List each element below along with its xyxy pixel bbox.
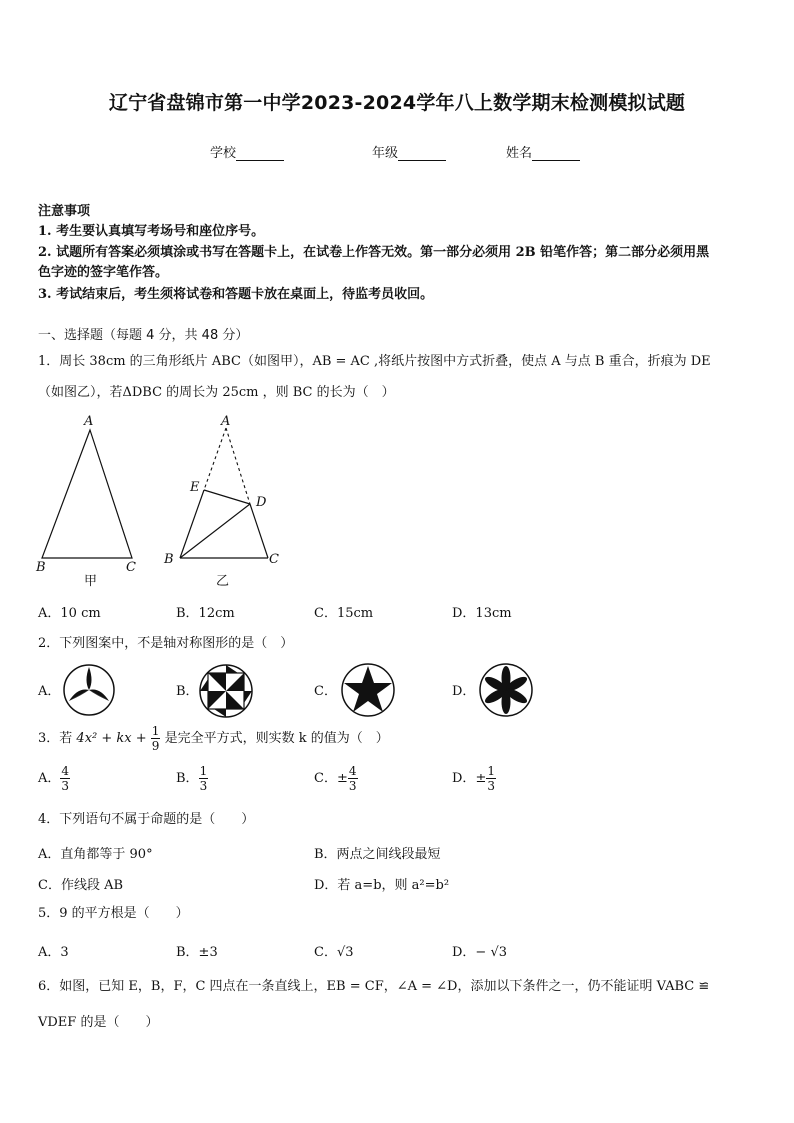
section-heading: 一、选择题（每题 4 分，共 48 分） [38,328,249,343]
name-blank [532,148,580,161]
fig1-label-b: B [36,560,46,575]
grade-blank [398,148,446,161]
q2-option-d-pattern[interactable] [478,662,534,718]
side-eb [180,490,204,558]
fig1-label-a: A [84,414,94,429]
page-title: 辽宁省盘锦市第一中学2023-2024学年八上数学期末检测模拟试题 [108,92,686,114]
q4-option-a[interactable]: A．直角都等于 90° [38,847,153,862]
q1-option-c[interactable]: C．15cm [314,606,374,621]
q2-option-a-pattern[interactable] [62,663,116,717]
grade-field [372,142,446,161]
q4-option-c[interactable]: C．作线段 AB [38,878,124,893]
q2-option-d-label[interactable]: D． [452,684,476,699]
q2-option-c-pattern[interactable] [340,662,396,718]
q5-option-b[interactable]: B．±3 [176,945,218,960]
fig2-label-b: B [164,552,174,567]
name-field [506,142,580,161]
q1-option-a[interactable]: A．10 cm [38,606,101,621]
q2-option-b-label[interactable]: B． [176,684,199,699]
fig2-caption: 乙 [216,574,230,589]
side-dc [250,504,268,558]
notes-heading: 注意事项 [38,204,91,219]
triangle-abc [42,430,132,558]
fig2-label-a: A [221,414,231,429]
q5-option-c[interactable]: C．√3 [314,945,354,960]
fold-de [204,490,250,504]
q3-option-b[interactable]: B． $\frac{1}{3}$ [176,764,208,793]
q6-line2: VDEF 的是（ ） [38,1015,159,1030]
note-2b: 色字迹的签字笔作答。 [38,265,169,280]
q2-option-a-label[interactable]: A． [38,684,61,699]
q1-option-b[interactable]: B．12cm [176,606,235,621]
q5-option-a[interactable]: A．3 [38,945,69,960]
q2-option-b-pattern[interactable] [198,663,254,719]
q3-option-d[interactable]: D．± $\frac{1}{3}$ [452,764,495,793]
note-2a: 2. 试题所有答案必须填涂或书写在答题卡上，在试卷上作答无效。第一部分必须用 2B 铅笔作答；第二部分必须用黑 [38,245,710,260]
fig2-label-c: C [269,552,279,567]
fig1-label-c: C [126,560,136,575]
q4-stem: 4．下列语句不属于命题的是（ ） [38,812,255,827]
q3-pre: 3．若 [38,731,73,746]
dashed-ad [226,428,250,504]
name-label: 姓名 [506,146,533,161]
q1-option-d[interactable]: D．13cm [452,606,512,621]
q2-stem: 2．下列图案中，不是轴对称图形的是（ ） [38,636,294,651]
q5-stem: 5．9 的平方根是（ ） [38,906,189,921]
school-label: 学校 [210,146,237,161]
school-blank [236,148,284,161]
q2-option-c-label[interactable]: C． [314,684,337,699]
q4-option-b[interactable]: B．两点之间线段最短 [314,847,441,862]
q3-post: 是完全平方式，则实数 k 的值为（ ） [164,731,389,746]
q3-expr: 4x² + kx + [76,731,147,746]
fig1-caption: 甲 [84,574,98,589]
q3-stem [38,724,389,753]
q6-line1: 6．如图，已知 E，B，F，C 四点在一条直线上，EB = CF，∠A = ∠D，添加以下条件之一，仍不能证明 VABC ≌ [38,979,710,994]
q3-fraction: $\frac{1}{9}$ [151,724,160,753]
q5-option-d[interactable]: D．− √3 [452,945,508,960]
figure-jia [30,412,160,590]
grade-label: 年级 [372,146,399,161]
dashed-ae [204,428,226,490]
q4-option-d[interactable]: D．若 a=b，则 a²=b² [314,878,450,893]
fig2-label-d: D [256,495,267,510]
school-field [210,142,284,161]
q3-option-c[interactable]: C．± $\frac{4}{3}$ [314,764,357,793]
q1-line1: 1．周长 38cm 的三角形纸片 ABC（如图甲），AB = AC ,将纸片按图中方式折叠，使点 A 与点 B 重合，折痕为 DE [38,354,711,369]
note-1: 1. 考生要认真填写考场号和座位序号。 [38,224,265,239]
q1-line2: （如图乙），若ΔDBC 的周长为 25cm ，则 BC 的长为（ ） [38,385,395,400]
note-3: 3. 考试结束后，考生须将试卷和答题卡放在桌面上，待监考员收回。 [38,287,434,302]
fig2-label-e: E [190,480,200,495]
segment-bd [180,504,250,558]
q3-option-a[interactable]: A． $\frac{4}{3}$ [38,764,70,793]
